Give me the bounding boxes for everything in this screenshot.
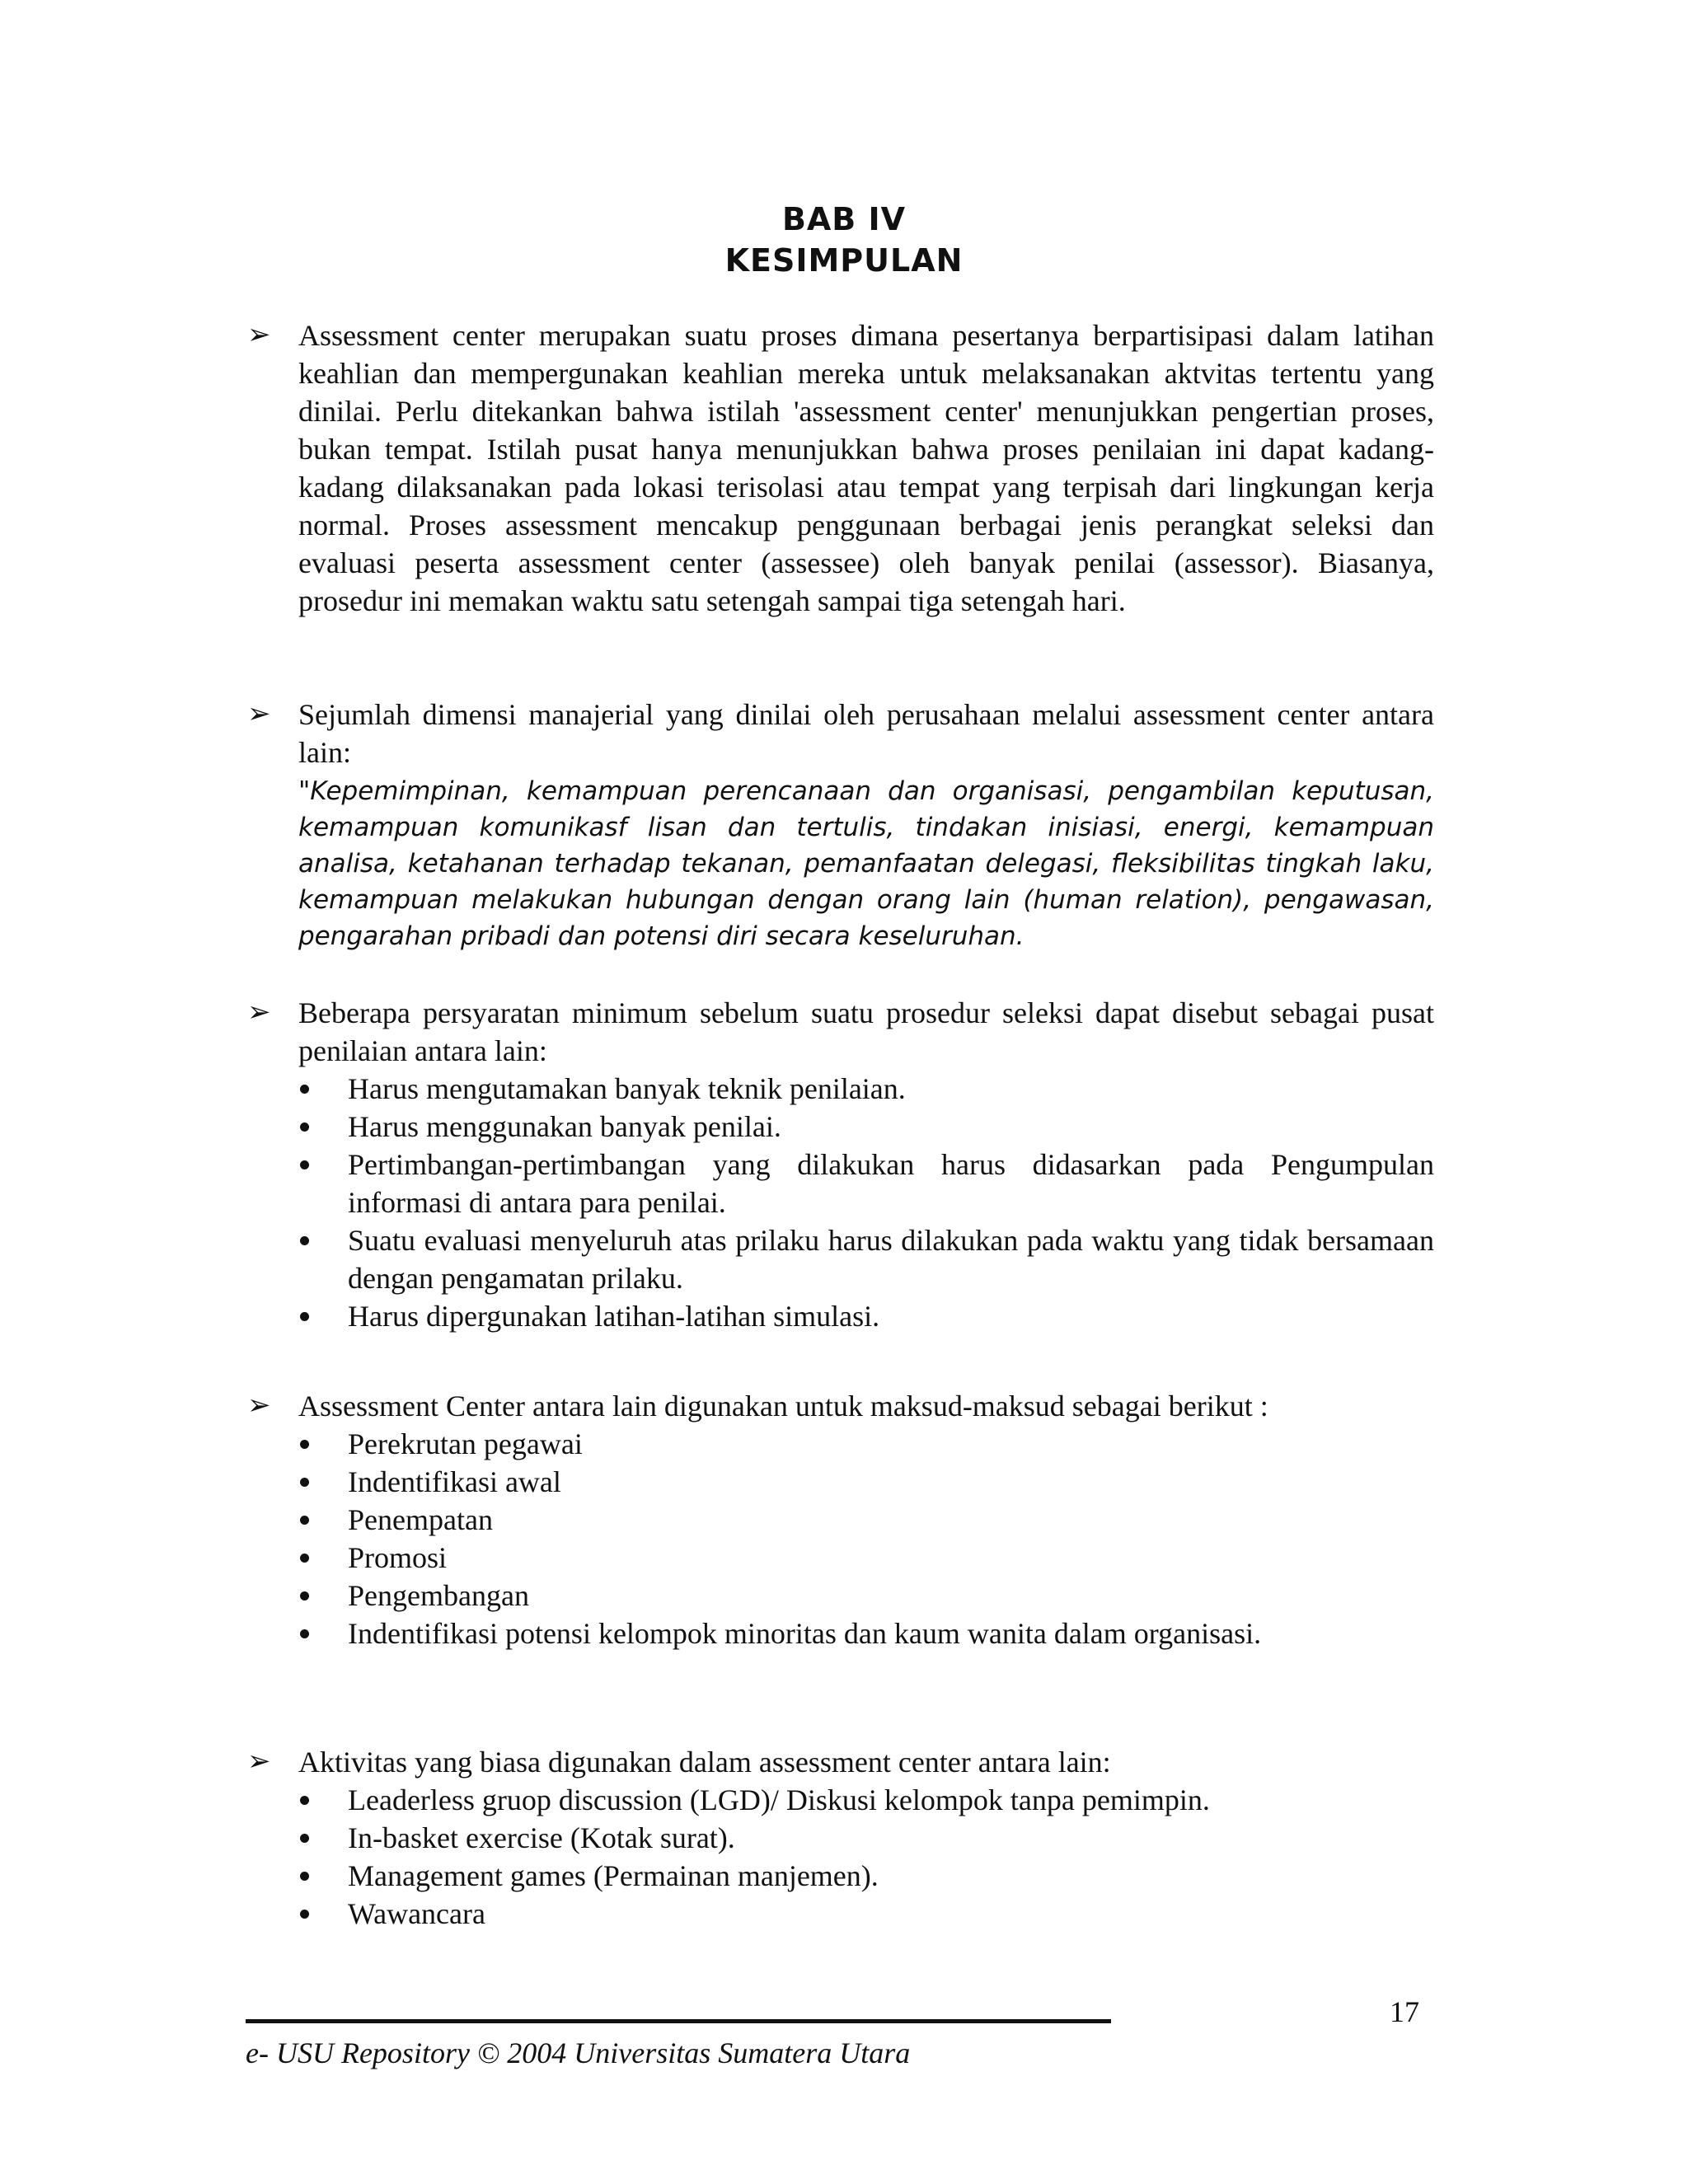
list-item-text: Management games (Permainan manjemen). bbox=[348, 1859, 879, 1892]
list-item bbox=[348, 1108, 1434, 1146]
list-item-text: Suatu evaluasi menyeluruh atas prilaku harus dilakukan pada waktu yang tidak bersamaan dengan pengamatan prilaku. bbox=[348, 1224, 1434, 1295]
bullet-dot-icon bbox=[300, 1440, 309, 1449]
list-item bbox=[348, 1539, 1434, 1577]
arrow-bullet-icon: ➢ bbox=[247, 997, 271, 1028]
list-item bbox=[348, 1819, 1434, 1857]
bullet-dot-icon bbox=[300, 1910, 309, 1919]
list-item bbox=[348, 1463, 1434, 1501]
list-item-text: Harus dipergunakan latihan-latihan simulasi. bbox=[348, 1300, 880, 1333]
list-item bbox=[348, 1070, 1434, 1108]
list-item bbox=[348, 1146, 1434, 1221]
list-item-text: Harus mengutamakan banyak teknik penilaian. bbox=[348, 1072, 906, 1105]
list-item-text: Perekrutan pegawai bbox=[348, 1427, 583, 1460]
list-item bbox=[348, 1425, 1434, 1463]
section-intro: Sejumlah dimensi manajerial yang dinilai oleh perusahaan melalui assessment center antara lain: bbox=[298, 698, 1434, 769]
chapter-number: BAB IV bbox=[781, 201, 907, 237]
section-definition bbox=[247, 316, 1434, 620]
list-item bbox=[348, 1577, 1434, 1615]
bullet-dot-icon bbox=[300, 1312, 309, 1321]
list-item bbox=[348, 1501, 1434, 1539]
bullet-dot-icon bbox=[300, 1236, 309, 1245]
section-paragraph: Assessment center merupakan suatu proses dimana pesertanya berpartisipasi dalam latihan keahlian dan mempergunakan keahlian mereka untuk melaksanakan aktvitas tertentu yang dinilai. Perlu ditekankan bahwa istilah 'assessment center' menunjukkan pengertian proses, bukan tempat. Istilah pusat hanya menunjukkan bahwa proses penilaian ini dapat kadang-kadang dilaksanakan pada lokasi terisolasi atau tempat yang terpisah dari lingkungan kerja normal. Proses assessment mencakup penggunaan berbagai jenis perangkat seleksi dan evaluasi peserta assessment center (assessee) oleh banyak penilai (assessor). Biasanya, prosedur ini memakan waktu satu setengah sampai tiga setengah hari. bbox=[298, 319, 1434, 617]
list-item-text: Harus menggunakan banyak penilai. bbox=[348, 1110, 781, 1143]
footer-copyright: e- USU Repository © 2004 Universitas Sumatera Utara bbox=[246, 2036, 911, 2069]
list-item bbox=[348, 1297, 1434, 1335]
section-activities bbox=[247, 1743, 1434, 1933]
bullet-dot-icon bbox=[300, 1085, 309, 1094]
section-intro: Beberapa persyaratan minimum sebelum suatu prosedur seleksi dapat disebut sebagai pusat penilaian antara lain: bbox=[298, 996, 1434, 1067]
list-item bbox=[348, 1895, 1434, 1933]
list-item-text: Promosi bbox=[348, 1541, 448, 1574]
arrow-bullet-icon: ➢ bbox=[247, 699, 271, 729]
dimensions-quote: "Kepemimpinan, kemampuan perencanaan dan organisasi, pengambilan keputusan, kemampuan komunikasf lisan dan tertulis, tindakan inisiasi, energi, kemampuan analisa, ketahanan terhadap tekanan, pemanfaatan delegasi, fleksibilitas tingkah laku, kemampuan melakukan hubungan dengan orang lain (human relation), pengawasan, pengarahan pribadi dan potensi diri secara keseluruhan. bbox=[298, 776, 1434, 951]
list-item bbox=[348, 1615, 1434, 1652]
section-purposes bbox=[247, 1387, 1434, 1652]
bullet-dot-icon bbox=[300, 1629, 309, 1638]
chapter-title: KESIMPULAN bbox=[724, 242, 964, 279]
bullet-dot-icon bbox=[300, 1872, 309, 1881]
section-requirements bbox=[247, 994, 1434, 1335]
arrow-bullet-icon: ➢ bbox=[247, 320, 271, 350]
list-item-text: Wawancara bbox=[348, 1897, 485, 1930]
list-item-text: Indentifikasi potensi kelompok minoritas dan kaum wanita dalam organisasi. bbox=[348, 1617, 1262, 1650]
bullet-dot-icon bbox=[300, 1160, 309, 1169]
list-item-text: Pertimbangan-pertimbangan yang dilakukan harus didasarkan pada Pengumpulan informasi di antara para penilai. bbox=[348, 1148, 1434, 1219]
section-intro: Aktivitas yang biasa digunakan dalam assessment center antara lain: bbox=[298, 1746, 1111, 1779]
activities-list bbox=[298, 1781, 1434, 1933]
bullet-dot-icon bbox=[300, 1554, 309, 1563]
list-item-text: Penempatan bbox=[348, 1503, 493, 1536]
list-item-text: In-basket exercise (Kotak surat). bbox=[348, 1821, 735, 1854]
bullet-dot-icon bbox=[300, 1516, 309, 1525]
list-item-text: Indentifikasi awal bbox=[348, 1465, 561, 1498]
list-item-text: Leaderless gruop discussion (LGD)/ Diskusi kelompok tanpa pemimpin. bbox=[348, 1783, 1210, 1816]
list-item bbox=[348, 1781, 1434, 1819]
section-intro: Assessment Center antara lain digunakan untuk maksud-maksud sebagai berikut : bbox=[298, 1390, 1268, 1422]
purposes-list bbox=[298, 1425, 1434, 1652]
page-number: 17 bbox=[1390, 1995, 1419, 2028]
arrow-bullet-icon: ➢ bbox=[247, 1746, 271, 1777]
bullet-dot-icon bbox=[300, 1591, 309, 1601]
list-item bbox=[348, 1857, 1434, 1895]
bullet-dot-icon bbox=[300, 1478, 309, 1487]
arrow-bullet-icon: ➢ bbox=[247, 1390, 271, 1421]
footer-divider bbox=[246, 2019, 1111, 2023]
bullet-dot-icon bbox=[300, 1122, 309, 1132]
bullet-dot-icon bbox=[300, 1796, 309, 1805]
section-dimensions bbox=[247, 696, 1434, 954]
requirements-list bbox=[298, 1070, 1434, 1335]
bullet-dot-icon bbox=[300, 1834, 309, 1843]
list-item-text: Pengembangan bbox=[348, 1579, 529, 1612]
list-item bbox=[348, 1221, 1434, 1297]
